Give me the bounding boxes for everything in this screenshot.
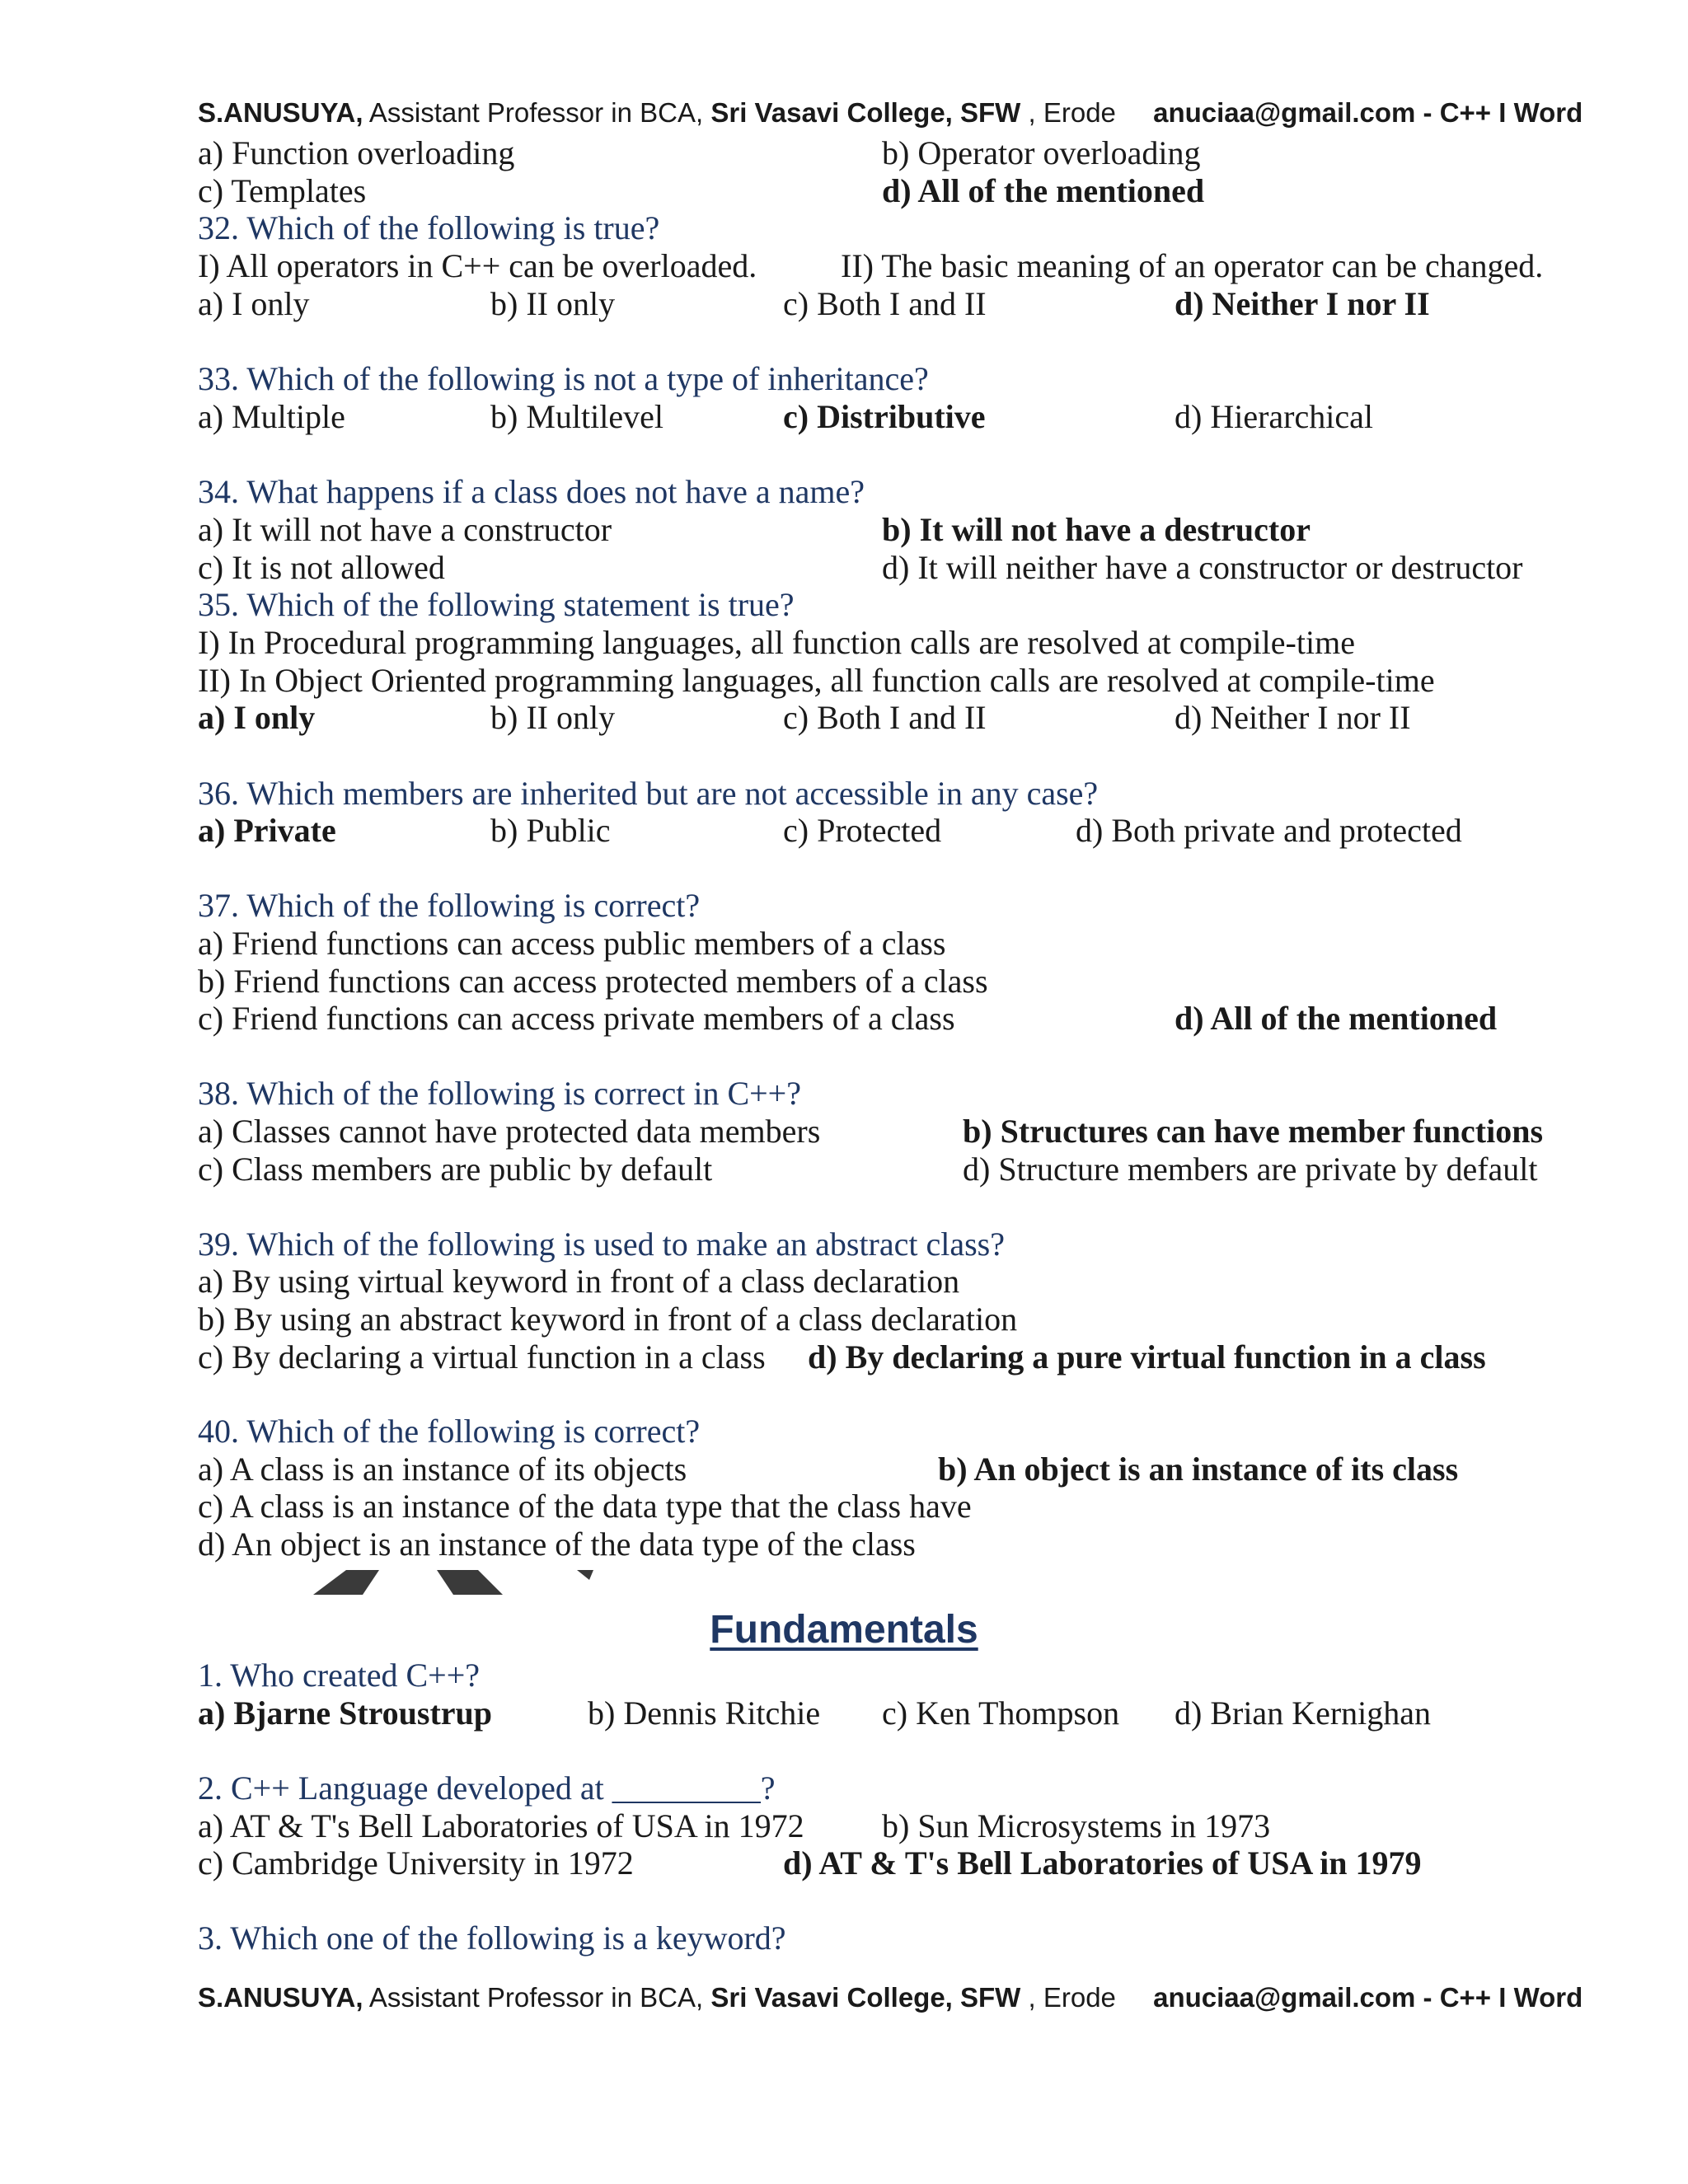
q39-option-d: d) By declaring a pure virtual function in a class: [808, 1338, 1486, 1376]
q40-question: 40. Which of the following is correct?: [198, 1413, 701, 1450]
watermark-graphic: [313, 1570, 593, 1595]
f1-option-d: d) Brian Kernighan: [1175, 1694, 1432, 1732]
f2-option-a: a) AT & T's Bell Laboratories of USA in 1972: [198, 1807, 804, 1844]
q32-statement-2: II) The basic meaning of an operator can be changed.: [841, 247, 1544, 284]
q34-question: 34. What happens if a class does not have a name?: [198, 473, 865, 510]
q39-option-b: b) By using an abstract keyword in front of a class declaration: [198, 1301, 1018, 1338]
q36-option-c: c) Protected: [783, 812, 942, 849]
q37-option-a: a) Friend functions can access public members of a class: [198, 925, 946, 962]
q35-question: 35. Which of the following statement is true?: [198, 586, 795, 623]
f1-option-c: c) Ken Thompson: [882, 1694, 1120, 1732]
q35-statement-1: I) In Procedural programming languages, all function calls are resolved at compile-time: [198, 624, 1355, 661]
q38-option-a: a) Classes cannot have protected data members: [198, 1113, 821, 1150]
section-title-text: Fundamentals: [710, 1608, 978, 1652]
f1-option-a: a) Bjarne Stroustrup: [198, 1694, 493, 1732]
q33-option-d: d) Hierarchical: [1175, 398, 1373, 435]
q35-statement-2: II) In Object Oriented programming languages, all function calls are resolved at compile-time: [198, 662, 1435, 699]
q33-option-c: c) Distributive: [783, 398, 986, 435]
q31-option-a: a) Function overloading: [198, 134, 515, 171]
q37-option-d: d) All of the mentioned: [1175, 1000, 1498, 1037]
q36-option-d: d) Both private and protected: [1076, 812, 1462, 849]
q32-option-b: b) II only: [490, 285, 616, 322]
q32-question: 32. Which of the following is true?: [198, 209, 660, 246]
q32-option-c: c) Both I and II: [783, 285, 987, 322]
f1-option-b: b) Dennis Ritchie: [588, 1694, 821, 1732]
q34-option-a: a) It will not have a constructor: [198, 511, 612, 548]
q33-option-a: a) Multiple: [198, 398, 345, 435]
q34-option-d: d) It will neither have a constructor or destructor: [882, 549, 1523, 586]
footer-role: Assistant Professor in BCA,: [368, 1982, 704, 2013]
f1-question: 1. Who created C++?: [198, 1657, 481, 1694]
q37-option-b: b) Friend functions can access protected members of a class: [198, 963, 988, 1000]
q40-option-c: c) A class is an instance of the data type that the class have: [198, 1488, 972, 1525]
f3-question: 3. Which one of the following is a keyword?: [198, 1919, 786, 1957]
q31-option-b: b) Operator overloading: [882, 134, 1201, 171]
q35-option-a: a) I only: [198, 699, 316, 736]
header-email: anuciaa@gmail.com - C++ I Word: [1153, 97, 1583, 128]
f2-option-c: c) Cambridge University in 1972: [198, 1844, 634, 1882]
q32-option-a: a) I only: [198, 285, 310, 322]
q36-option-a: a) Private: [198, 812, 336, 849]
q33-option-b: b) Multilevel: [490, 398, 663, 435]
q38-option-b: b) Structures can have member functions: [963, 1113, 1544, 1150]
q32-statement-1: I) All operators in C++ can be overloaded.: [198, 247, 757, 284]
footer-city: , Erode: [1028, 1982, 1116, 2013]
q31-option-d: d) All of the mentioned: [882, 172, 1205, 209]
footer-email: anuciaa@gmail.com - C++ I Word: [1153, 1982, 1583, 2013]
f2-option-b: b) Sun Microsystems in 1973: [882, 1807, 1271, 1844]
section-title: [0, 1607, 1688, 1652]
q31-option-c: c) Templates: [198, 172, 367, 209]
q40-option-a: a) A class is an instance of its objects: [198, 1451, 687, 1488]
q33-question: 33. Which of the following is not a type of inheritance?: [198, 360, 929, 397]
footer-college: Sri Vasavi College, SFW: [710, 1982, 1021, 2013]
q38-option-d: d) Structure members are private by default: [963, 1151, 1538, 1188]
q38-option-c: c) Class members are public by default: [198, 1151, 713, 1188]
q34-option-c: c) It is not allowed: [198, 549, 445, 586]
f2-option-d: d) AT & T's Bell Laboratories of USA in 1979: [783, 1844, 1422, 1882]
q36-option-b: b) Public: [490, 812, 611, 849]
q38-question: 38. Which of the following is correct in C++?: [198, 1075, 801, 1112]
q39-option-a: a) By using virtual keyword in front of a class declaration: [198, 1263, 960, 1300]
q35-option-d: d) Neither I nor II: [1175, 699, 1411, 736]
header-college: Sri Vasavi College, SFW: [710, 97, 1021, 128]
q39-option-c: c) By declaring a virtual function in a class: [198, 1338, 766, 1376]
q40-option-b: b) An object is an instance of its class: [938, 1451, 1459, 1488]
q37-question: 37. Which of the following is correct?: [198, 887, 701, 924]
footer-author: S.ANUSUYA,: [198, 1982, 363, 2013]
page-footer: [198, 1982, 1582, 2013]
header-author: S.ANUSUYA,: [198, 97, 363, 128]
q35-option-c: c) Both I and II: [783, 699, 987, 736]
page-header: [198, 97, 1582, 129]
header-role: Assistant Professor in BCA,: [368, 97, 704, 128]
q35-option-b: b) II only: [490, 699, 616, 736]
q34-option-b: b) It will not have a destructor: [882, 511, 1311, 548]
q36-question: 36. Which members are inherited but are not accessible in any case?: [198, 775, 1099, 812]
q40-option-d: d) An object is an instance of the data type of the class: [198, 1526, 916, 1563]
q39-question: 39. Which of the following is used to make an abstract class?: [198, 1226, 1006, 1263]
f2-question: 2. C++ Language developed at _________?: [198, 1769, 776, 1807]
header-city: , Erode: [1028, 97, 1116, 128]
q37-option-c: c) Friend functions can access private members of a class: [198, 1000, 955, 1037]
q32-option-d: d) Neither I nor II: [1175, 285, 1430, 322]
